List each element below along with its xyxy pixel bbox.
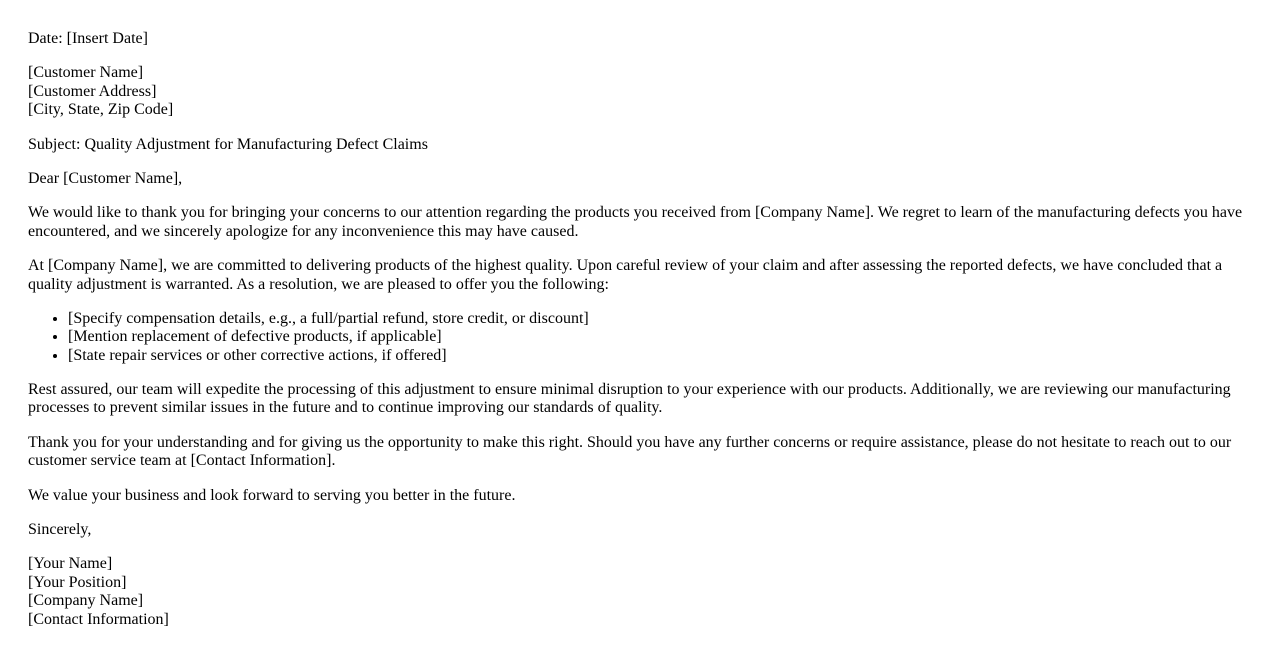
recipient-name: [Customer Name] xyxy=(28,64,144,82)
recipient-city-state-zip: [City, State, Zip Code] xyxy=(28,101,174,119)
signature-company: [Company Name] xyxy=(28,592,144,610)
list-item-compensation: • [Specify compensation details, e.g., a full/partial refund, store credit, or discount] xyxy=(68,310,1246,328)
signature-position: [Your Position] xyxy=(28,573,127,591)
paragraph-rest-assured: Rest assured, our team will expedite the processing of this adjustment to ensure minimal disruption to your experience with our products. Additionally, we are reviewing our manufacturing processes to prevent similar issues in the future and to continue improving our standards of quality. xyxy=(28,381,1231,417)
recipient-address: [Customer Address] xyxy=(28,82,157,100)
recipient-block xyxy=(28,64,1246,119)
compensation-list xyxy=(28,310,1246,365)
date-line: Date: [Insert Date] xyxy=(28,30,148,47)
list-item-repair: • [State repair services or other corrective actions, if offered] xyxy=(68,347,1246,365)
closing: Sincerely, xyxy=(28,521,92,539)
signature-contact: [Contact Information] xyxy=(28,610,169,628)
salutation: Dear [Customer Name], xyxy=(28,169,183,187)
paragraph-thanks-understanding: Thank you for your understanding and for giving us the opportunity to make this right. Should you have any further concerns or require assistance, please do not hesitate to reach out to our customer service team at [Contact Information]. xyxy=(28,433,1232,470)
signature-block xyxy=(28,555,1246,629)
paragraph-value-business: We value your business and look forward to serving you better in the future. xyxy=(28,486,516,504)
list-item-replacement: • [Mention replacement of defective products, if applicable] xyxy=(68,328,1246,346)
signature-name: [Your Name] xyxy=(28,555,113,573)
subject-line: Subject: Quality Adjustment for Manufacturing Defect Claims xyxy=(28,135,428,153)
paragraph-commitment: At [Company Name], we are committed to delivering products of the highest quality. Upon careful review of your claim and after assessing the reported defects, we have concluded that a quality adjustment is warranted. As a resolution, we are pleased to offer you the following: xyxy=(28,257,1223,293)
paragraph-thank-you: We would like to thank you for bringing your concerns to our attention regarding the products you received from [Company Name]. We regret to learn of the manufacturing defects you have encountered, and we sincerely apologize for any inconvenience this may have caused. xyxy=(28,204,1243,240)
